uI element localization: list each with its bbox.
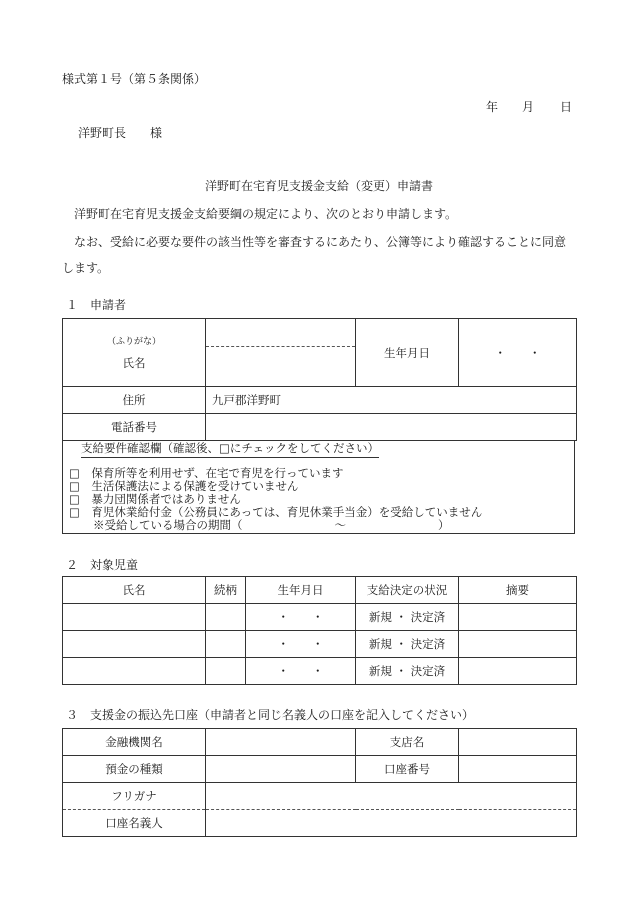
eligibility-checklist [69,467,482,532]
table-row [63,658,577,685]
child-status-field[interactable]: 新規 ・ 決定済 [356,658,459,685]
bank-name-label: 金融機関名 [63,729,206,756]
deposit-type-field[interactable] [206,756,356,783]
check-item-no-childcare-leave-benefit[interactable]: □ 育児休業給付金（公務員にあっては、育児休業手当金）を受給していません [69,505,483,519]
applicant-birthdate-field[interactable]: ・ ・ [459,319,577,387]
child-status-field[interactable]: 新規 ・ 決定済 [356,631,459,658]
child-relation-field[interactable] [206,604,246,631]
account-number-label: 口座番号 [356,756,459,783]
eligibility-confirmation-title: 支給要件確認欄（確認後、□にチェックをしてください） [81,440,379,458]
child-name-field[interactable] [63,631,206,658]
check-item-no-gang[interactable]: □ 暴力団関係者ではありません [69,492,241,506]
child-remarks-field[interactable] [459,658,577,685]
intro-line-1: 洋野町在宅育児支援金支給要綱の規定により、次のとおり申請します。 [74,207,458,221]
form-number: 様式第１号（第５条関係） [62,72,207,86]
applicant-name-field[interactable] [206,347,356,387]
table-row [63,631,577,658]
account-furigana-field[interactable] [206,783,577,810]
check-item-no-welfare[interactable]: □ 生活保護法による保護を受けていません [69,479,299,493]
check-item-home-care[interactable]: □ 保育所等を利用せず、在宅で育児を行っています [69,466,344,480]
child-remarks-field[interactable] [459,631,577,658]
eligibility-confirmation-box [62,441,575,534]
applicant-name-label-cell [63,319,206,387]
branch-name-label: 支店名 [356,729,459,756]
child-birthdate-field[interactable]: ・ ・ [246,631,356,658]
bank-name-field[interactable] [206,729,356,756]
account-holder-field[interactable] [206,810,577,837]
section2-heading: ２ 対象児童 [66,558,139,572]
account-furigana-label: フリガナ [63,783,206,810]
col-header-relation: 続柄 [206,577,246,604]
phone-label: 電話番号 [63,414,206,441]
account-holder-label: 口座名義人 [63,810,206,837]
form-title: 洋野町在宅育児支援金支給（変更）申請書 [205,179,434,193]
child-name-field[interactable] [63,604,206,631]
children-table [62,576,577,685]
applicant-phone-field[interactable] [206,414,577,441]
col-header-remarks: 摘要 [459,577,577,604]
intro-line-3: します。 [62,261,110,275]
col-header-status: 支給決定の状況 [356,577,459,604]
applicant-address-field[interactable]: 九戸郡洋野町 [206,387,577,414]
date-day-label: 日 [560,100,573,114]
deposit-type-label: 預金の種類 [63,756,206,783]
table-row [63,604,577,631]
col-header-birthdate: 生年月日 [246,577,356,604]
date-month-label: 月 [522,100,535,114]
child-relation-field[interactable] [206,631,246,658]
birthdate-label: 生年月日 [356,319,459,387]
child-relation-field[interactable] [206,658,246,685]
applicant-furigana-field[interactable] [206,319,356,347]
bank-account-table [62,728,577,837]
account-number-field[interactable] [459,756,577,783]
benefit-period-note: ※受給している場合の期間（ ～ ） [93,518,450,532]
child-remarks-field[interactable] [459,604,577,631]
child-status-field[interactable]: 新規 ・ 決定済 [356,604,459,631]
child-birthdate-field[interactable]: ・ ・ [246,604,356,631]
section3-heading: ３ 支援金の振込先口座（申請者と同じ名義人の口座を記入してください） [66,708,475,722]
applicant-table [62,318,577,441]
intro-line-2: なお、受給に必要な要件の該当性等を審査するにあたり、公簿等により確認することに同意 [74,235,567,249]
col-header-name: 氏名 [63,577,206,604]
address-label: 住所 [63,387,206,414]
name-label: 氏名 [122,356,146,370]
furigana-label: （ふりがな） [106,337,161,347]
child-birthdate-field[interactable]: ・ ・ [246,658,356,685]
date-year-label: 年 [486,100,499,114]
section1-heading: １ 申請者 [66,298,127,312]
addressee: 洋野町長 様 [78,126,163,140]
child-name-field[interactable] [63,658,206,685]
branch-name-field[interactable] [459,729,577,756]
